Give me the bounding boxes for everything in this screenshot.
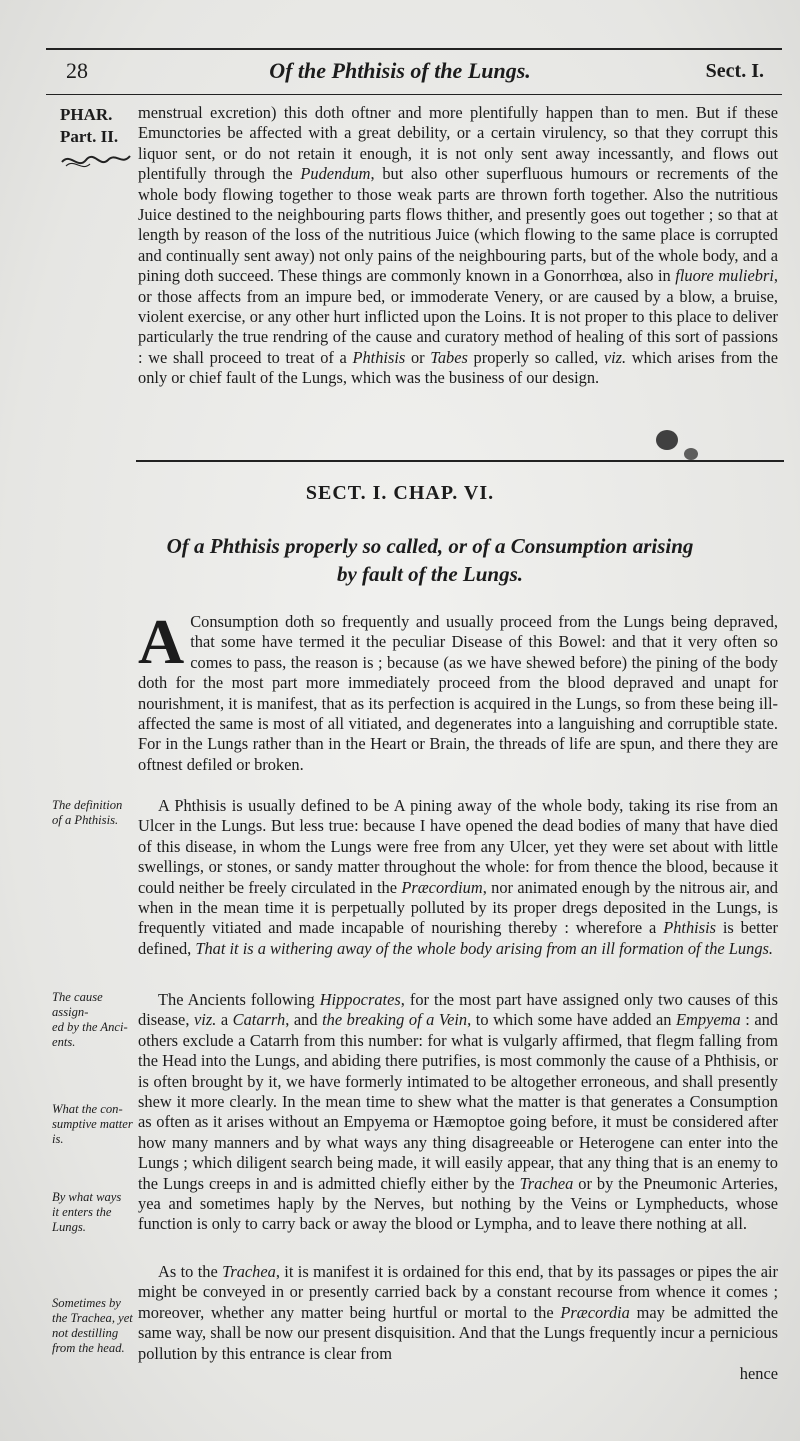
drop-cap: A: [138, 606, 185, 677]
section-rule: [136, 460, 784, 462]
section-marker: Sect. I.: [705, 60, 764, 82]
chapter-title: [120, 532, 740, 588]
chapter-title-line-1: Of a Phthisis properly so called, or of a Consumption arising: [166, 534, 694, 558]
catchword: hence: [739, 1364, 778, 1384]
chapter-title-line-2: by fault of the Lungs.: [336, 562, 524, 586]
top-paragraph: [138, 103, 778, 389]
section-heading: SECT. I. CHAP. VI.: [305, 482, 495, 504]
paragraph-4: [138, 1262, 778, 1384]
margin-note: What the con- sumptive matter is.: [52, 1102, 133, 1146]
paragraph-4-text: As to the Trachea, it is manifest it is ordained for this end, that by its passages or pipes the air might be conveyed in or presently carried back by a constant recourse from whence it comes ; moreover, whether any matter being hurtful or mortal to the Præcordia may be admitted the same way, shall be now our present disquisition. And that the Lungs frequently incur a pernicious pollution by this entrance is clear from: [138, 1262, 778, 1363]
page-number: 28: [66, 58, 88, 83]
running-title: Of the Phthisis of the Lungs.: [269, 58, 531, 83]
paragraph-1: [138, 606, 778, 775]
margin-note: The definition of a Phthisis.: [52, 798, 123, 827]
paragraph-3-text: The Ancients following Hippocrates, for the most part have assigned only two causes of this disease, viz. a Catarrh, and the breaking of a Vein, to which some have added an Empyema : and others exclude a Catarrh from this number: for what is vulgarly affirmed, that flegm falling from the Head into the Lungs, and abiding there putrifies, is most commonly the cause of a Phthisis, or is often brought by it, we have formerly intimated to be altogether erroneous, and shall presently shew it more clearly. In the mean time to shew what the matter is that generates a Consumption as often as it arises without an Empyema or Hæmoptoe going before, it must be considered after how many manners and by what ways any thing disagreeable or Heterogene can enter into the Lungs ; which diligent search being made, it will easily appear, that any thing that is an enemy to the Lungs creeps in and is admitted chiefly either by the Trachea or by the Pneumonic Arteries, yea and sometimes haply by the Nerves, but nothing by the Veins or Lympheducts, whose function is only to carry back or away the blood or Lympha, and to leave there nothing at all.: [138, 990, 779, 1234]
running-header: [0, 58, 800, 90]
ink-blot: [684, 448, 698, 460]
paragraph-2: [138, 796, 778, 959]
paragraph-1-text: Consumption doth so frequently and usually proceed from the Lungs being depraved, that some have termed it the peculiar Disease of this Bowel: and that it very often so comes to pass, the reason is ; because (as we have shewed before) the pining of the body doth for the most part more immediately proceed from the blood depraved and unapt for nourishment, it is manifest, that as its perfection is acquired in the Lungs, so from these being ill-affected the same is most of all vitiated, and degenerates into a languishing and corruptible state. For in the Lungs rather than in the Heart or Brain, the threads of life are spun, and there they are oftnest defiled or broken.: [138, 612, 778, 774]
margin-note: Sometimes by the Trachea, yet not destilling from the head.: [52, 1296, 133, 1355]
paragraph-2-text: A Phthisis is usually defined to be A pining away of the whole body, taking its rise from an Ulcer in the Lungs. But less true: because I have opened the dead bodies of many that have died of this disease, in whom the Lungs were free from any Ulcer, yet they were set about with little swellings, or stones, or sandy matter throughout the whole: for from thence the blood, because it could neither be freely circulated in the Præcordium, nor animated enough by the nitrous air, and when in the mean time it is perpetually polluted by its proper dregs deposited in the Lungs, is frequently vitiated and made incapable of nourishing thereby : wherefore a Phthisis is better defined, That it is a withering away of the whole body arising from an ill formation of the Lungs.: [138, 796, 778, 958]
part-marker-line-1: PHAR.: [60, 105, 113, 124]
flourish-ornament: [60, 148, 132, 172]
paragraph-3: [138, 990, 778, 1235]
part-marker-line-2: Part. II.: [60, 127, 119, 146]
margin-note: By what ways it enters the Lungs.: [52, 1190, 122, 1234]
top-paragraph-text: menstrual excretion) this doth oftner and more plentifully happen than to men. But if these Emunctories be affected with a great debility, or a certain virulency, so that they corrupt this liquor sent, or do not retain it enough, it is not only sent away incessantly, and flows out plentifully through the Pudendum, but also other superfluous humours or recrements of the whole body flowing together to those weak parts are thrown forth together. Also the nutritious Juice destined to the neighbouring parts flows thither, and presently goes out together ; so that at length by reason of the loss of the nutritious Juice (which flowing to the same place is corrupted and continually sent away) not only pains of the neighbouring parts, but of the whole body, and a pining doth succeed. These things are commonly known in a Gonorrhœa, also in fluore muliebri, or those affects from an impure bed, or immoderate Venery, or are caused by a blow, a bruise, violent exercise, or any other hurt inflicted upon the Loins. It is not proper to this place to deliver particularly the true rendring of the cause and curatory method of healing of this sort of passions : we shall proceed to treat of a Phthisis or Tabes properly so called, viz. which arises from the only or chief fault of the Lungs, which was the business of our design.: [138, 103, 779, 388]
margin-note: The cause assign- ed by the Anci- ents.: [52, 990, 128, 1049]
part-marker: [60, 104, 136, 148]
header-rule: [46, 94, 782, 95]
ink-blot: [656, 430, 678, 450]
top-rule: [46, 48, 782, 50]
